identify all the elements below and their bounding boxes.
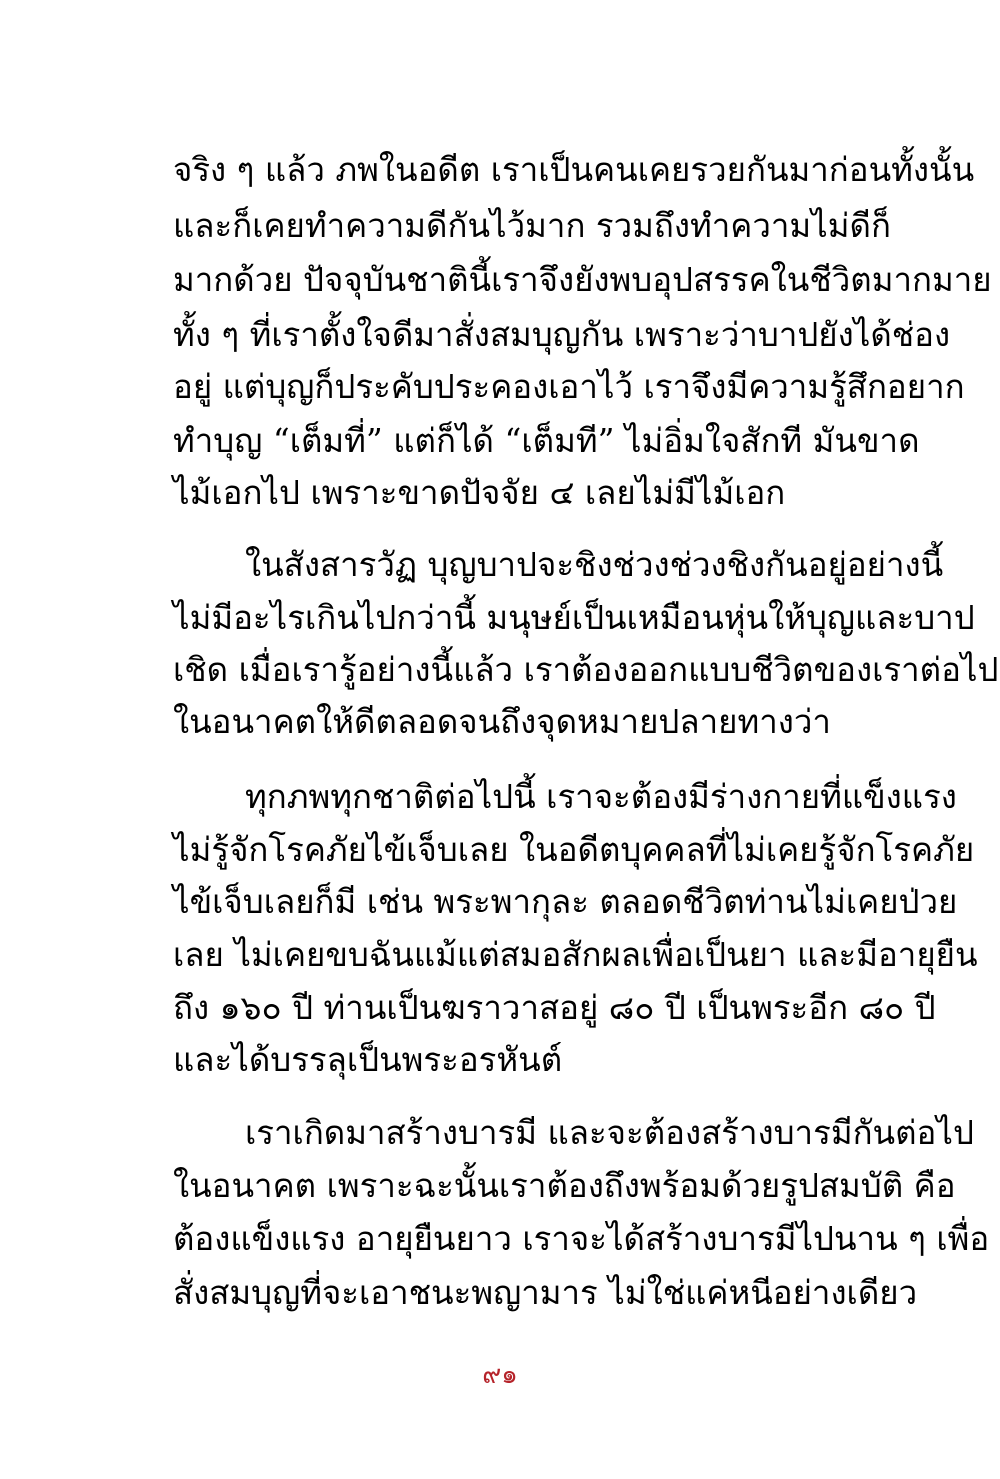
text-line: ในอนาคตให้ดีตลอดจนถึงจุดหมายปลายทางว่า — [173, 702, 831, 741]
text-line: ทั้ง ๆ ที่เราตั้งใจดีมาสั่งสมบุญกัน เพราะว่าบาปยังได้ช่อง — [173, 315, 951, 354]
text-line: เราเกิดมาสร้างบารมี และจะต้องสร้างบารมีกันต่อไป — [245, 1113, 974, 1152]
page-number: ๙๑ — [482, 1360, 518, 1390]
text-line: เลย ไม่เคยขบฉันแม้แต่สมอสักผลเพื่อเป็นยา และมีอายุยืน — [173, 935, 978, 974]
text-line: และก็เคยทำความดีกันไว้มาก รวมถึงทำความไม่ดีก็ — [173, 206, 891, 245]
text-line: ทำบุญ “เต็มที่” แต่ก็ได้ “เต็มที” ไม่อิ่มใจสักที มันขาด — [173, 421, 920, 460]
text-line: ในอนาคต เพราะฉะนั้นเราต้องถึงพร้อมด้วยรูปสมบัติ คือ — [173, 1166, 956, 1205]
text-line: เชิด เมื่อเรารู้อย่างนี้แล้ว เราต้องออกแบบชีวิตของเราต่อไป — [173, 650, 999, 689]
text-line: มากด้วย ปัจจุบันชาตินี้เราจึงยังพบอุปสรรคในชีวิตมากมาย — [173, 260, 992, 299]
text-line: ไม้เอกไป เพราะขาดปัจจัย ๔ เลยไม่มีไม้เอก — [173, 473, 786, 512]
text-line: ถึง ๑๖๐ ปี ท่านเป็นฆราวาสอยู่ ๘๐ ปี เป็นพระอีก ๘๐ ปี — [173, 988, 936, 1027]
text-line: ต้องแข็งแรง อายุยืนยาว เราจะได้สร้างบารมีไปนาน ๆ เพื่อ — [173, 1219, 990, 1258]
text-line: สั่งสมบุญที่จะเอาชนะพญามาร ไม่ใช่แค่หนีอย่างเดียว — [173, 1273, 918, 1312]
text-line: ทุกภพทุกชาติต่อไปนี้ เราจะต้องมีร่างกายที่แข็งแรง — [245, 777, 957, 816]
text-line: ไข้เจ็บเลยก็มี เช่น พระพากุละ ตลอดชีวิตท่านไม่เคยป่วย — [173, 882, 958, 921]
text-line: และได้บรรลุเป็นพระอรหันต์ — [173, 1040, 563, 1079]
text-line: อยู่ แต่บุญก็ประคับประคองเอาไว้ เราจึงมีความรู้สึกอยาก — [173, 367, 965, 406]
text-line: จริง ๆ แล้ว ภพในอดีต เราเป็นคนเคยรวยกันมาก่อนทั้งนั้น — [173, 150, 975, 189]
text-line: ในสังสารวัฏ บุญบาปจะชิงช่วงช่วงชิงกันอยู่อย่างนี้ — [245, 545, 944, 584]
text-line: ไม่มีอะไรเกินไปกว่านี้ มนุษย์เป็นเหมือนหุ่นให้บุญและบาป — [173, 598, 975, 637]
text-line: ไม่รู้จักโรคภัยไข้เจ็บเลย ในอดีตบุคคลที่ไม่เคยรู้จักโรคภัย — [173, 830, 975, 869]
